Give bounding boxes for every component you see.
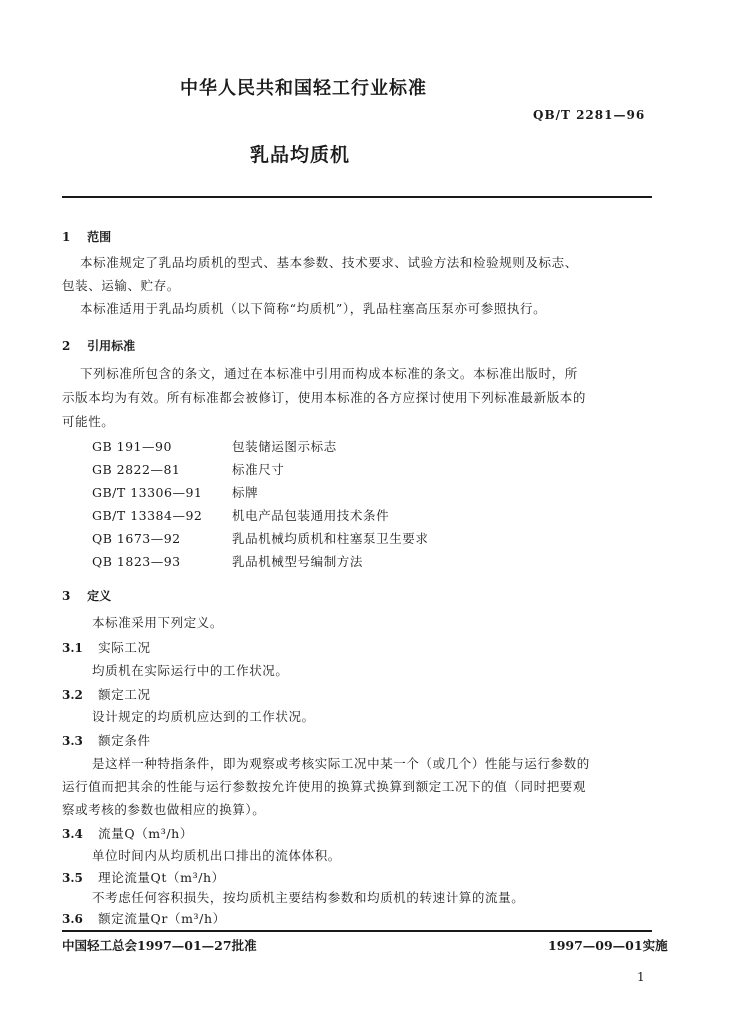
- reference-item: [92, 436, 337, 455]
- clause-title: 额定流量Qr（m³/h）: [98, 911, 226, 926]
- reference-code: GB 2822—81: [92, 462, 181, 477]
- definition-heading: [62, 823, 193, 842]
- clause-title: 额定工况: [98, 687, 151, 702]
- org-title: 中华人民共和国轻工行业标准: [180, 78, 427, 99]
- paragraph: 不考虑任何容积损失，按均质机主要结构参数和均质机的转速计算的流量。: [92, 890, 525, 905]
- reference-title: 机电产品包装通用技术条件: [232, 508, 390, 523]
- top-rule: [62, 196, 652, 198]
- approval-line: 中国轻工总会1997—01—27批准: [62, 938, 257, 953]
- clause-number: 3.2: [62, 688, 83, 702]
- paragraph: 均质机在实际运行中的工作状况。: [92, 663, 289, 678]
- clause-number: 3.1: [62, 641, 83, 655]
- reference-code: GB/T 13384—92: [92, 508, 203, 523]
- clause-number: 3.3: [62, 734, 83, 748]
- page-number: 1: [637, 970, 645, 984]
- definition-heading: [62, 908, 226, 927]
- section-1-heading: [62, 228, 111, 245]
- paragraph: 本标准适用于乳品均质机（以下简称“均质机”），乳品柱塞高压泵亦可参照执行。: [80, 301, 547, 316]
- reference-item: [92, 505, 389, 524]
- reference-item: [92, 551, 363, 570]
- section-3-heading: [62, 587, 111, 604]
- paragraph: 示版本均为有效。所有标准都会被修订，使用本标准的各方应探讨使用下列标准最新版本的: [62, 390, 587, 405]
- clause-title: 额定条件: [98, 733, 151, 748]
- definition-heading: [62, 684, 151, 703]
- clause-title: 流量Q（m³/h）: [98, 826, 193, 841]
- section-number: 1: [62, 230, 71, 244]
- section-title: 引用标准: [87, 339, 136, 353]
- reference-title: 标准尺寸: [232, 462, 285, 477]
- clause-title: 理论流量Qt（m³/h）: [98, 870, 225, 885]
- definition-heading: [62, 867, 225, 886]
- effective-date: 1997—09—01实施: [548, 938, 668, 953]
- reference-title: 乳品机械型号编制方法: [232, 554, 364, 569]
- reference-title: 包装储运图示标志: [232, 439, 337, 454]
- section-2-heading: [62, 337, 135, 354]
- paragraph: 本标准规定了乳品均质机的型式、基本参数、技术要求、试验方法和检验规则及标志、: [80, 255, 578, 270]
- document-title: 乳品均质机: [250, 144, 351, 166]
- clause-number: 3.4: [62, 827, 83, 841]
- paragraph: 运行值而把其余的性能与运行参数按允许使用的换算式换算到额定工况下的值（同时把要观: [62, 779, 587, 794]
- reference-item: [92, 528, 429, 547]
- section-title: 范围: [87, 230, 112, 244]
- paragraph: 下列标准所包含的条文，通过在本标准中引用而构成本标准的条文。本标准出版时，所: [80, 366, 578, 381]
- paragraph: 设计规定的均质机应达到的工作状况。: [92, 709, 315, 724]
- reference-code: QB 1673—92: [92, 531, 181, 546]
- paragraph: 本标准采用下列定义。: [92, 615, 224, 630]
- paragraph: 可能性。: [62, 414, 115, 429]
- reference-item: [92, 482, 258, 501]
- reference-code: QB 1823—93: [92, 554, 181, 569]
- paragraph: 包装、运输、贮存。: [62, 278, 180, 293]
- reference-code: GB/T 13306—91: [92, 485, 203, 500]
- paragraph: 是这样一种特指条件，即为观察或考核实际工况中某一个（或几个）性能与运行参数的: [92, 756, 590, 771]
- reference-code: GB 191—90: [92, 439, 172, 454]
- clause-number: 3.5: [62, 871, 83, 885]
- reference-title: 标牌: [232, 485, 259, 500]
- section-title: 定义: [87, 589, 112, 603]
- section-number: 2: [62, 339, 71, 353]
- clause-number: 3.6: [62, 912, 83, 926]
- reference-title: 乳品机械均质机和柱塞泵卫生要求: [232, 531, 429, 546]
- definition-heading: [62, 730, 151, 749]
- section-number: 3: [62, 589, 71, 603]
- paragraph: 察或考核的参数也做相应的换算）。: [62, 802, 266, 817]
- clause-title: 实际工况: [98, 640, 151, 655]
- reference-item: [92, 459, 284, 478]
- definition-heading: [62, 637, 151, 656]
- bottom-rule: [62, 930, 652, 932]
- standard-code: QB/T 2281—96: [533, 108, 646, 122]
- paragraph: 单位时间内从均质机出口排出的流体体积。: [92, 848, 341, 863]
